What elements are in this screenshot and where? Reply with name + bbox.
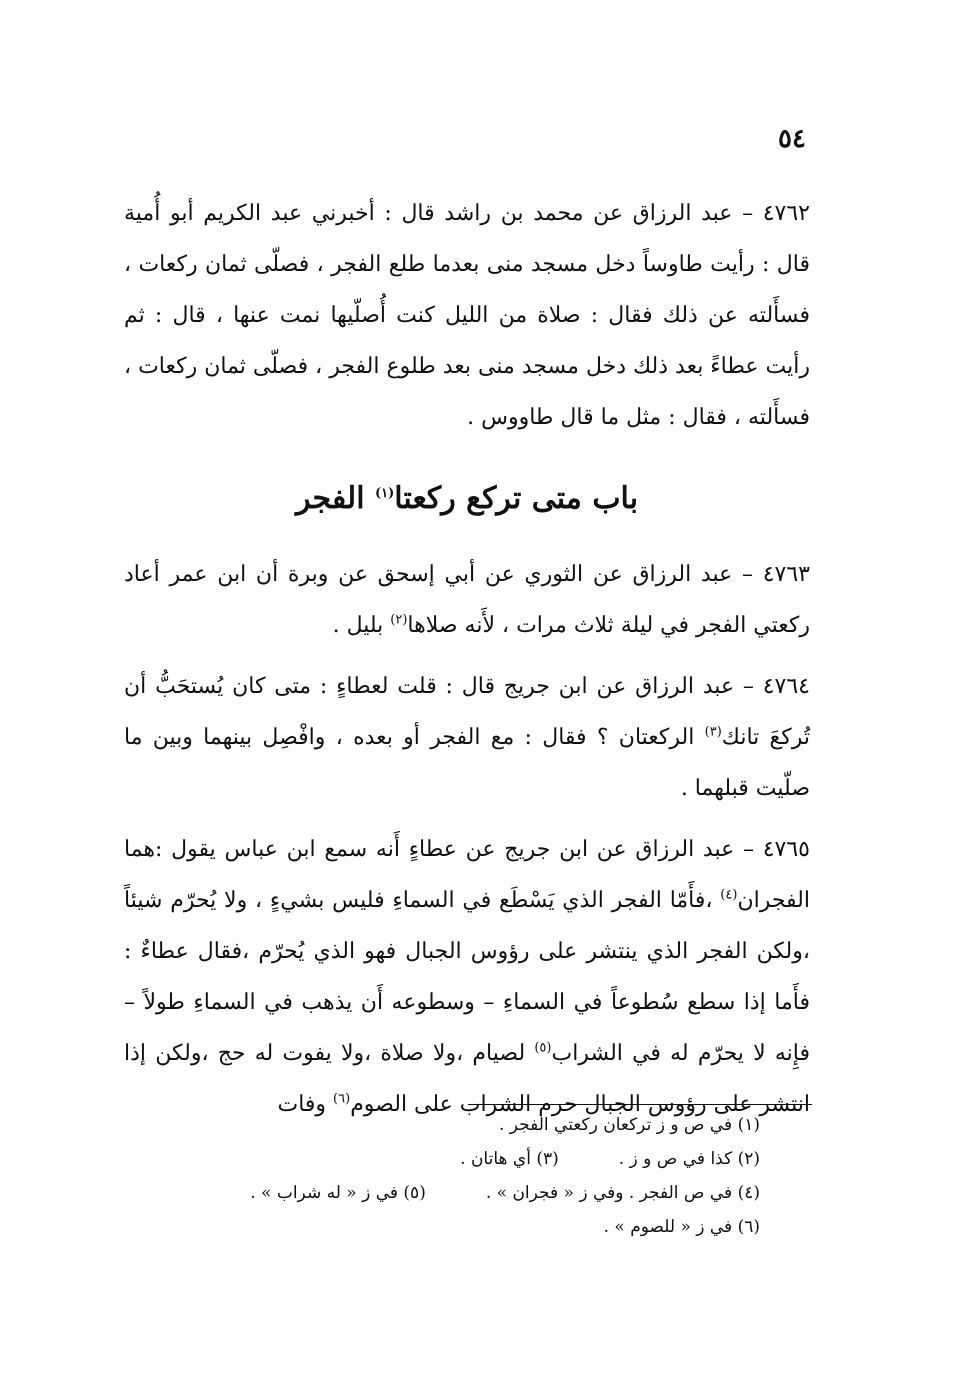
footnote-5: (٥) في ز « له شراب » . xyxy=(250,1183,426,1203)
hadith-4763-text: ٤٧٦٣ – عبد الرزاق عن الثوري عن أبي إسحق عن وبرة أن ابن عمر أعاد ركعتي الفجر في ليلة ثلاث مرات ، لأَنه صلاها xyxy=(124,562,810,638)
hadith-4765-text-3: لصيام ،ولا صلاة ،ولا يفوت له حج ،ولكن إذا انتشر على رؤوس الجبال حرم الشراب على الصوم xyxy=(124,1041,810,1117)
hadith-4762: ٤٧٦٢ – عبد الرزاق عن محمد بن راشد قال : أخبرني عبد الكريم أبو أُمية قال : رأيت طاوساً دخل مسجد منى بعدما طلع الفجر ، فصلّى ثمان ركعات ، فسأَلته عن ذلك فقال : صلاة من الليل كنت أُصلّيها نمت عنها ، قال : ثم رأيت عطاءً بعد ذلك دخل مسجد منى بعد طلوع الفجر ، فصلّى ثمان ركعات ، فسأَلته ، فقال : مثل ما قال طاووس . xyxy=(124,201,810,430)
page-number: ٥٤ xyxy=(778,124,806,154)
hadith-4763 xyxy=(124,549,810,651)
footnote-line-2-3 xyxy=(150,1142,760,1176)
chapter-title xyxy=(124,469,810,529)
footnote-2: (٢) كذا في ص و ز . xyxy=(618,1149,760,1169)
hadith-4764-end: الركعتان ؟ فقال : مع الفجر أو بعده ، وافْصِل بينهما وبين ما صلّيت قبلهما . xyxy=(124,725,810,801)
hadith-4765-text-1: ٤٧٦٥ – عبد الرزاق عن ابن جريج عن عطاءٍ أَنه سمع ابن عباس يقول :هما الفجران xyxy=(124,837,810,913)
main-text xyxy=(124,188,810,1130)
footnote-ref-1: (١) xyxy=(374,486,395,501)
hadith-4765-text-2: ،فأَمّا الفجر الذي يَسْطَع في السماءِ فليس بشيءٍ ، ولا يُحرّم شيئاً ،ولكن الفجر الذي ينتشر على رؤوس الجبال فهو الذي يُحرّم ،فقال عطاءٌ : فأَما إذا سطع سُطوعاً في السماءِ – وسطوعه أَن يذهب في السماءِ طولاً – فإِنه لا يحرّم له في الشراب xyxy=(124,888,810,1066)
footnote-3: (٣) أي هاتان . xyxy=(460,1149,559,1169)
footnote-ref-6: (٦) xyxy=(333,1091,351,1107)
footnote-ref-5: (٥) xyxy=(534,1040,552,1056)
footnote-divider xyxy=(468,1104,812,1105)
footnote-1: (١) في ص و ز تركعان ركعتي الفجر . xyxy=(498,1115,760,1135)
footnotes xyxy=(150,1108,760,1244)
footnote-ref-3: (٣) xyxy=(704,724,722,740)
hadith-4763-end: بليل . xyxy=(332,613,391,638)
chapter-title-text: باب متى تركع ركعتا xyxy=(394,481,639,516)
footnote-ref-4: (٤) xyxy=(720,887,738,903)
hadith-4764-text: ٤٧٦٤ – عبد الرزاق عن ابن جريج قال : قلت لعطاءٍ : متى كان يُستحَبُّ أن تُركعَ تانك xyxy=(124,674,810,750)
footnote-4: (٤) في ص الفجر . وفي ز « فجران » . xyxy=(485,1183,760,1203)
footnote-6: (٦) في ز « للصوم » . xyxy=(603,1217,760,1237)
hadith-4764 xyxy=(124,661,810,814)
hadith-4765 xyxy=(124,824,810,1130)
hadith-4765-text-4: وفات xyxy=(277,1092,334,1117)
footnote-line-4-5 xyxy=(150,1176,760,1210)
chapter-title-end: الفجر xyxy=(295,481,375,516)
footnote-ref-2: (٢) xyxy=(390,612,408,628)
